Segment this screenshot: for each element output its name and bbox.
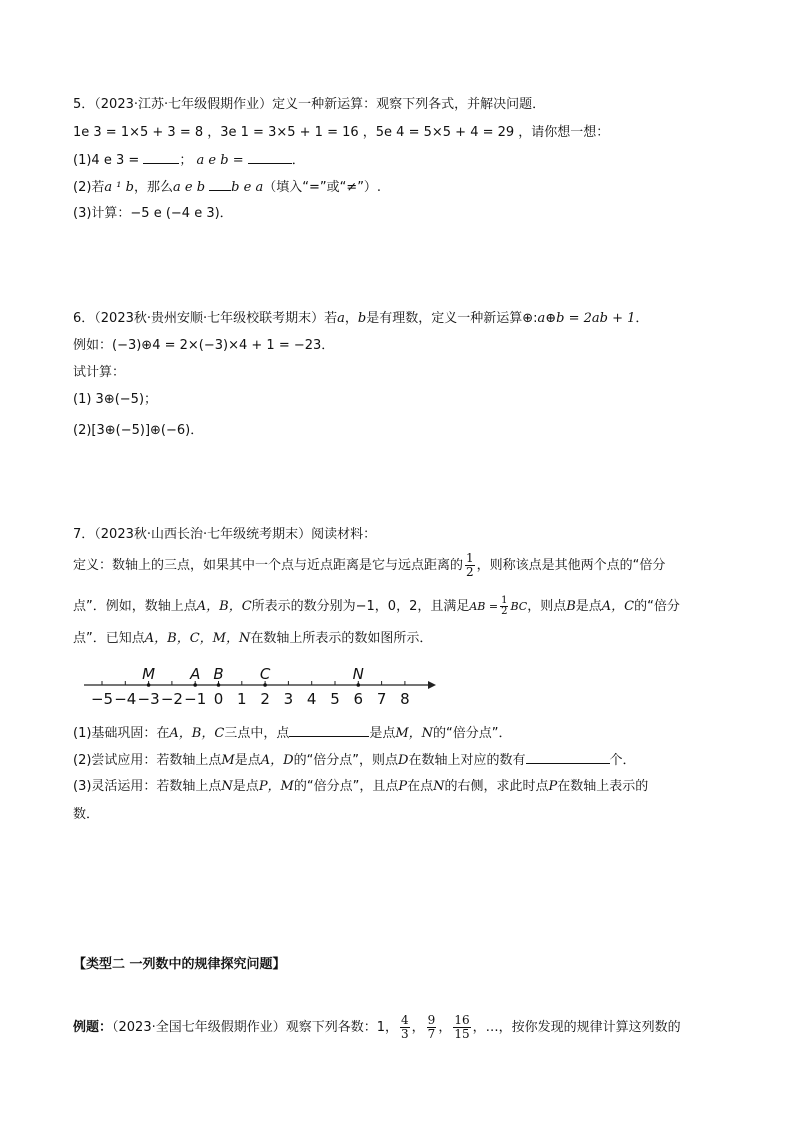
q7-p1-d: 的“倍分点”．	[433, 726, 512, 741]
type2-frac-2	[427, 1014, 437, 1041]
number-line-tick-label: −5	[90, 690, 114, 708]
q7-l2-a: 点”．例如，数轴上点	[73, 599, 197, 614]
number-line-tick-label: −4	[114, 690, 137, 708]
type2-comma-1: ，	[411, 1020, 425, 1035]
number-line-tick-label: 2	[260, 690, 270, 708]
q5-part2-lhs: a e b	[173, 180, 206, 195]
q7-p2-c: 的“倍分点”，则点	[293, 753, 399, 768]
q7-l2-eq-fraction	[500, 596, 508, 617]
number-line-tick-label: 3	[283, 690, 294, 708]
type2-example-text-b: ，…，按你发现的规律计算这列数的	[472, 1020, 681, 1035]
number-line-tick-label: −3	[137, 690, 160, 708]
q7-blank-2[interactable]	[526, 751, 610, 764]
type2-example-label: 例题：	[73, 1020, 113, 1035]
q5-part3: (3)计算：−5 e (−4 e 3)．	[73, 206, 233, 221]
q5-blank-3[interactable]	[209, 178, 231, 191]
q7-p3-p: P	[398, 779, 408, 794]
number-line-point-label-m: M	[142, 665, 156, 683]
q5-blank-2[interactable]	[248, 151, 292, 164]
q7-p3-d: 在点	[407, 779, 434, 794]
q7-p2-d: D	[398, 753, 409, 768]
number-line-points	[142, 665, 364, 687]
q7-p2-e: 在数轴上对应的数有	[408, 753, 526, 768]
number-line-point-a	[193, 683, 197, 687]
number-line-tick-label: 8	[400, 690, 410, 708]
type2-heading: 【类型二 一列数中的规律探究问题】	[73, 957, 286, 972]
q7-p2-pts: A，D	[260, 753, 294, 768]
q7-l3-a: 点”．已知点	[73, 631, 145, 646]
q7-l2-c: ，则点	[527, 599, 567, 614]
number-line-point-m	[147, 683, 151, 687]
number-line-point-c	[263, 683, 267, 687]
q5-part1-text-b: a e b =	[196, 153, 244, 168]
number-line-arrow	[428, 681, 436, 689]
q6-part2: (2)[3⊕(−5)]⊕(−6)．	[73, 423, 204, 438]
q5-part2-text-b: ，那么	[133, 180, 173, 195]
q6-rule: a⊕b = 2ab + 1	[537, 311, 636, 326]
q7-def-line2	[73, 596, 680, 617]
q5-header: 5．（2023·江苏·七年级假期作业）定义一种新运算：观察下列各式，并解决问题．	[73, 97, 546, 112]
q7-p3-e: 的右侧，求此时点	[444, 779, 549, 794]
q7-p1-c: 是点	[369, 726, 396, 741]
number-line-point-label-a: A	[190, 665, 201, 683]
q7-p1-pts: A，B，C	[169, 726, 225, 741]
number-line-figure	[80, 660, 440, 710]
q6-example: 例如：(−3)⊕4 = 2×(−3)×4 + 1 = −23．	[73, 338, 335, 353]
number-line-point-n	[357, 683, 361, 687]
number-line-point-label-n: N	[352, 665, 364, 683]
q6-var-a: a	[337, 311, 345, 326]
q5-examples: 1e 3 = 1×5 + 3 = 8 ，3e 1 = 3×5 + 1 = 16 ，5e 4 = 5×5 + 4 = 29 ，请你想一想：	[73, 125, 610, 140]
number-line-tick-label: 1	[237, 690, 247, 708]
q5-part2	[73, 178, 381, 197]
number-line-tick-label: 7	[376, 690, 387, 708]
q7-p1-a: (1)基础巩固：在	[73, 726, 170, 741]
q7-p3-pts: P，M	[258, 779, 294, 794]
number-line-point-b	[217, 683, 221, 687]
type2-frac-2-den: 7	[427, 1027, 436, 1041]
q5-part2-text-c: （填入“=”或“≠”）.	[263, 180, 382, 195]
q6-part1: (1) 3⊕(−5)；	[73, 392, 158, 407]
type2-frac-2-num: 9	[427, 1013, 436, 1027]
number-line-point-label-c: C	[259, 665, 271, 683]
q5-part2-text-a: (2)若	[73, 180, 105, 195]
q7-p3-p2: P	[548, 779, 558, 794]
type2-frac-3-num: 16	[454, 1013, 470, 1027]
q7-def-line3	[73, 630, 432, 648]
number-line-tick-label: −1	[184, 690, 207, 708]
q5-part1-sep: ；	[179, 153, 193, 168]
q7-part2	[73, 751, 636, 770]
q7-p3-f: 在数轴上表示的	[557, 779, 649, 794]
q7-l2-e: 的“倍分	[634, 599, 680, 614]
q7-p1-pts2: M，N	[395, 726, 434, 741]
q5-part2-rhs: b e a	[231, 180, 264, 195]
q6-try: 试计算：	[73, 365, 126, 380]
q7-l3-b: 在数轴上所表示的数如图所示．	[250, 631, 433, 646]
type2-frac-3	[453, 1014, 470, 1041]
q7-def-text-a: 定义：数轴上的三点，如果其中一个点与近点距离是它与远点距离的	[73, 558, 464, 573]
q7-l2-eq-lhs: AB =	[469, 600, 499, 613]
q7-l2-pts: A，B，C	[196, 599, 252, 614]
q7-part3-cont: 数．	[73, 807, 100, 822]
q6-header-c: 是有理数，定义一种新运算⊕:	[366, 311, 538, 326]
q7-p2-a: (2)尝试应用：若数轴上点	[73, 753, 222, 768]
q7-p3-b: 是点	[232, 779, 259, 794]
q5-part1-text-a: (1)4 e 3 =	[73, 153, 140, 168]
q5-blank-1[interactable]	[143, 151, 179, 164]
q7-l2-eq-rhs: BC	[510, 600, 528, 613]
q7-half-num: 1	[466, 551, 474, 565]
q7-def-line1	[73, 552, 665, 579]
number-line-tick-label: 4	[306, 690, 317, 708]
q5-part2-cond: a ¹ b	[104, 180, 134, 195]
q7-l2-pts2: A，C	[601, 599, 635, 614]
type2-frac-1-num: 4	[401, 1013, 409, 1027]
q7-p3-c: 的“倍分点”，且点	[293, 779, 399, 794]
q5-part1-end: ．	[291, 153, 305, 168]
q7-l2-eq-den: 2	[501, 606, 508, 617]
q7-half-fraction	[465, 552, 475, 579]
q7-p2-m: M	[221, 753, 235, 768]
q7-l2-eq-num: 1	[501, 595, 508, 606]
type2-frac-1	[400, 1014, 410, 1041]
number-line-point-label-b: B	[213, 665, 224, 683]
number-line-tick-label: 6	[353, 690, 364, 708]
q7-header: 7．（2023秋·山西长治·七年级统考期末）阅读材料：	[73, 527, 377, 542]
q6-header-a: 6．（2023秋·贵州安顺·七年级校联考期末）若	[73, 311, 338, 326]
q5-part1	[73, 151, 305, 170]
q7-part3	[73, 778, 648, 796]
q6-header-end: ．	[635, 311, 649, 326]
q7-l2-b: 所表示的数分别为−1，0，2，且满足	[251, 599, 470, 614]
q6-header-b: ，	[344, 311, 358, 326]
q7-p2-b: 是点	[234, 753, 261, 768]
q7-l2-pt-b: B	[566, 599, 576, 614]
type2-comma-2: ，	[438, 1020, 452, 1035]
number-line-tick-label: 5	[330, 690, 340, 708]
q7-part1	[73, 724, 512, 743]
q7-p1-b: 三点中，点	[224, 726, 290, 741]
q7-l3-pts: A，B，C，M，N	[144, 631, 251, 646]
q7-p3-n: N	[221, 779, 233, 794]
q7-half-den: 2	[466, 565, 474, 579]
q7-p2-f: 个．	[609, 753, 636, 768]
q7-blank-1[interactable]	[289, 724, 369, 737]
q7-def-text-b: ，则称该点是其他两个点的“倍分	[476, 558, 666, 573]
type2-frac-1-den: 3	[401, 1027, 409, 1041]
q6-header	[73, 310, 648, 328]
type2-example-text-a: （2023·全国七年级假期作业）观察下列各数：1，	[112, 1020, 399, 1035]
type2-frac-3-den: 15	[454, 1027, 470, 1041]
number-line-tick-label: −2	[160, 690, 183, 708]
number-line-tick-label: 0	[213, 690, 224, 708]
q6-var-b: b	[357, 311, 367, 326]
type2-example	[73, 1014, 681, 1041]
q7-l2-d: 是点	[575, 599, 602, 614]
q7-p3-n2: N	[433, 779, 445, 794]
q7-p3-a: (3)灵活运用：若数轴上点	[73, 779, 222, 794]
